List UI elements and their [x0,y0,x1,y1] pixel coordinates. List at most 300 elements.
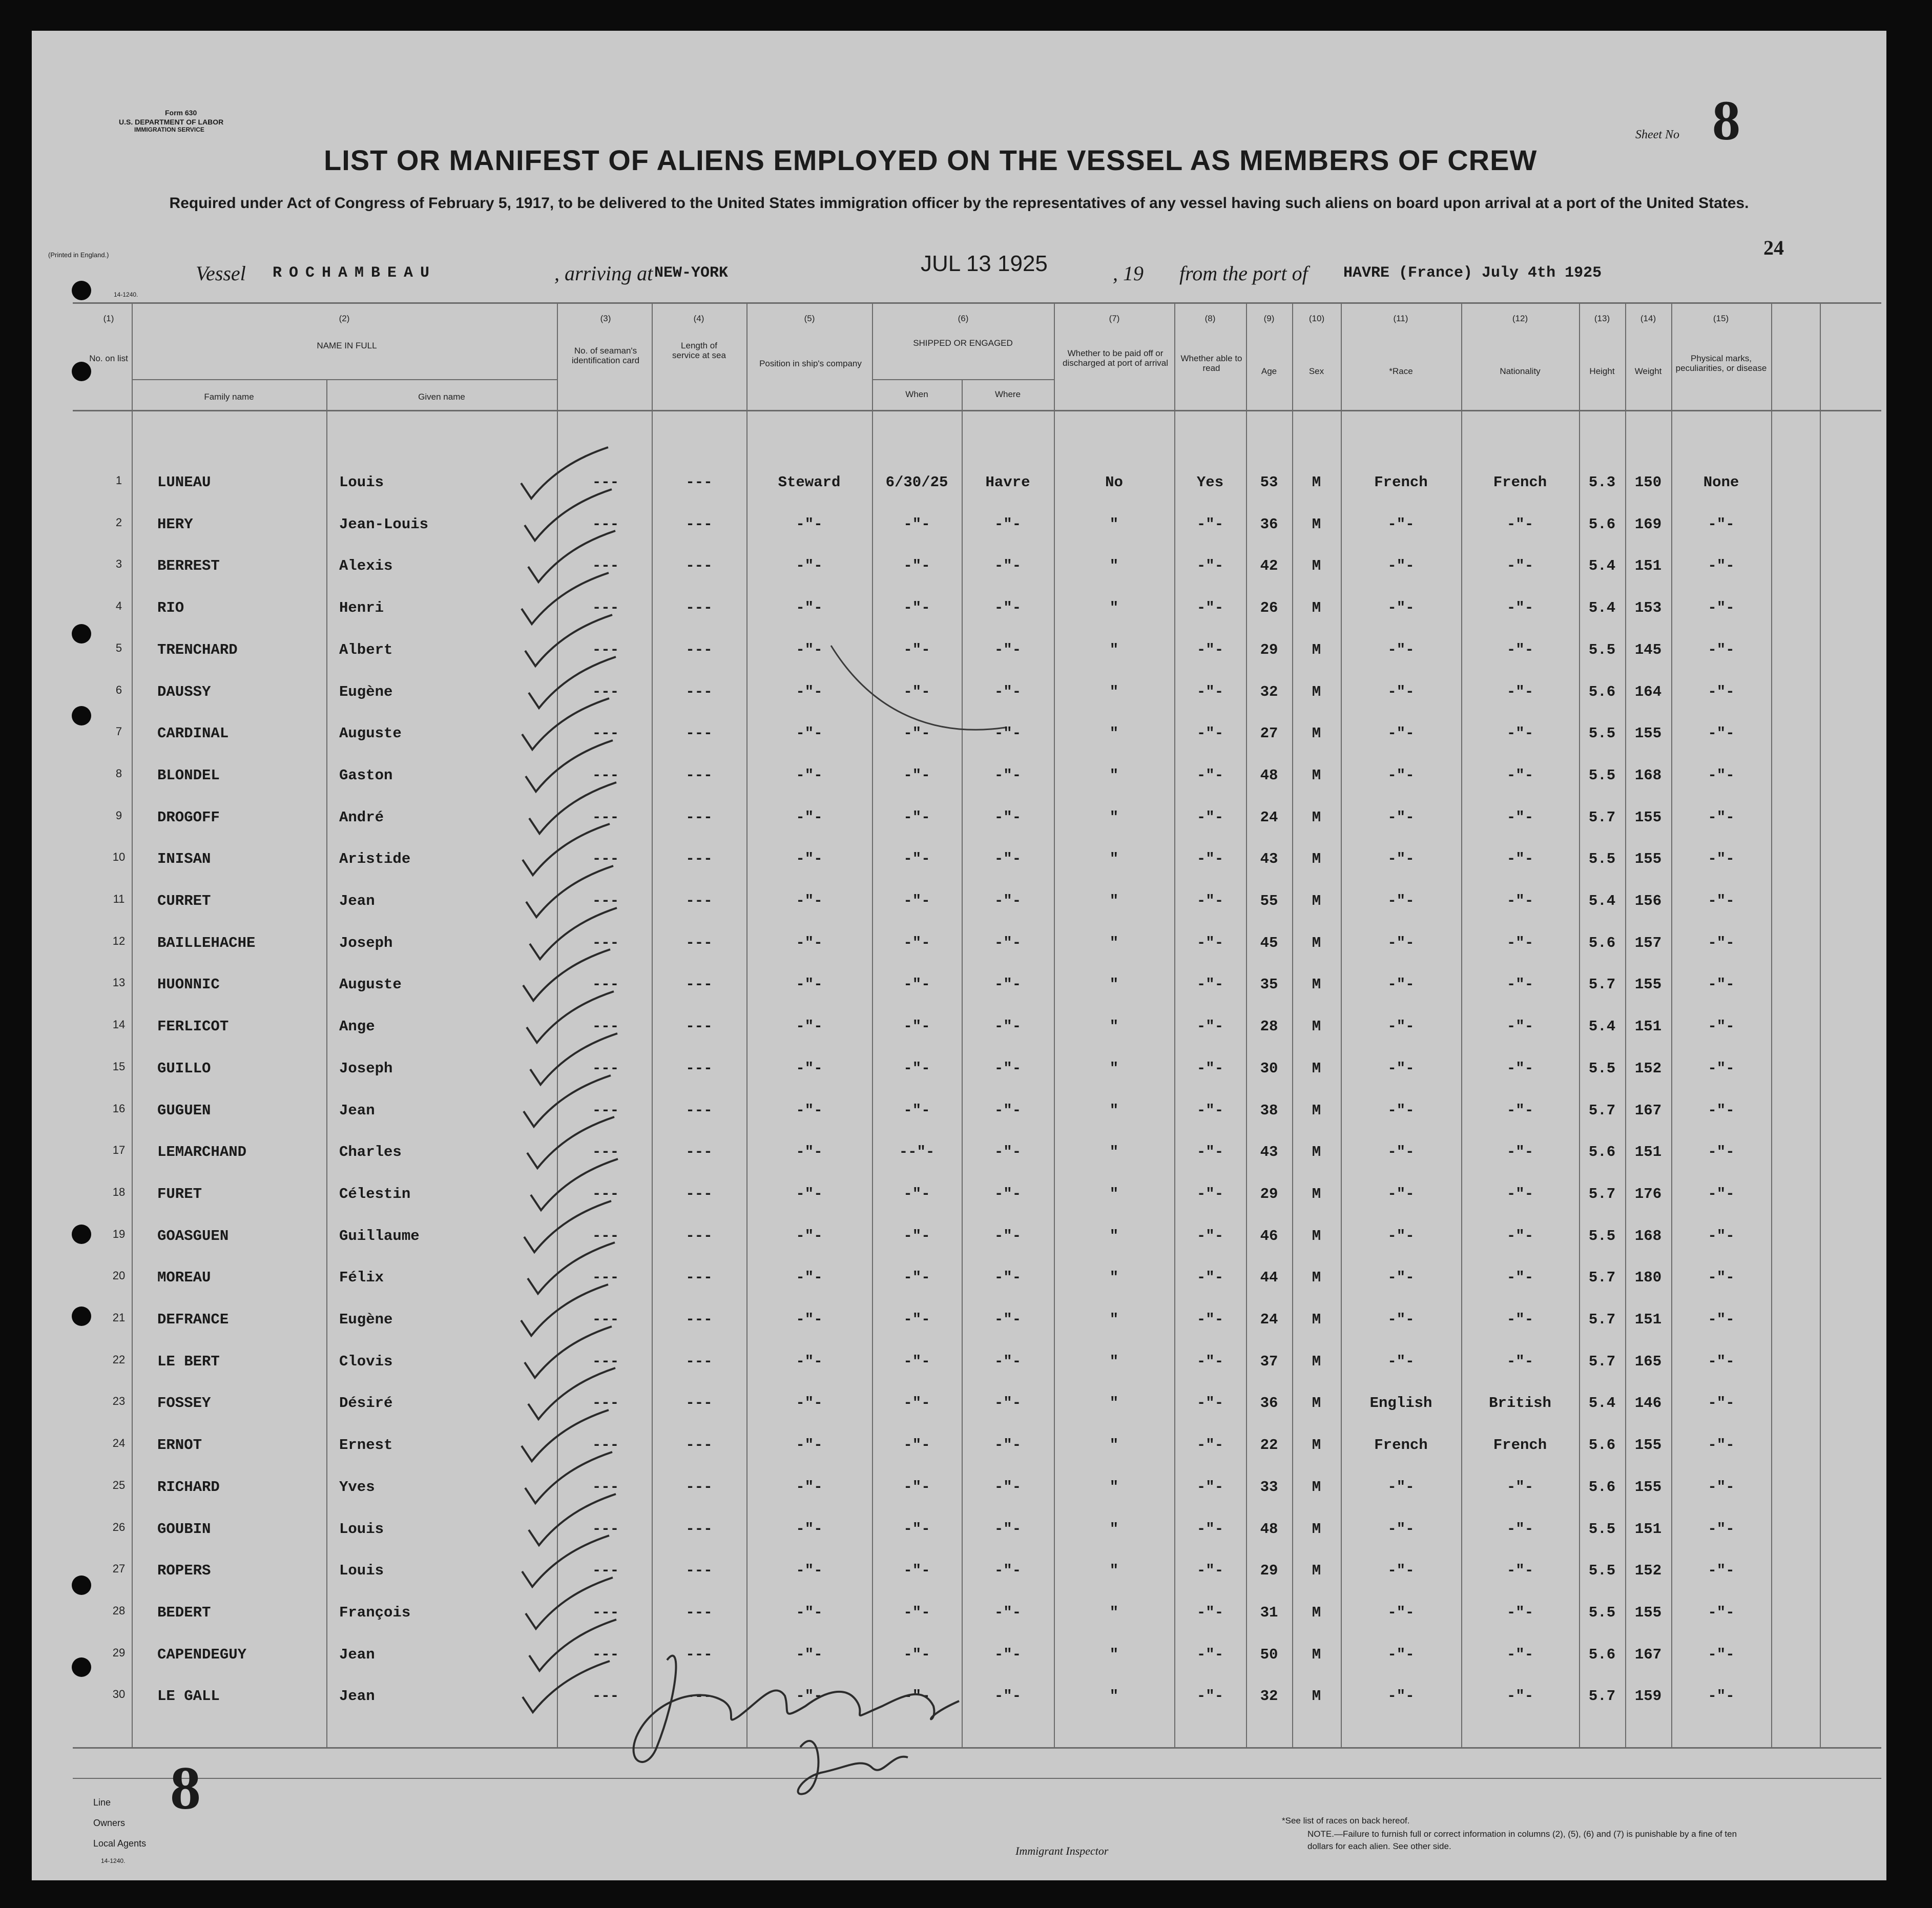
paid-off: " [1109,1144,1119,1160]
family-name: BEDERT [157,1604,211,1621]
nationality: -"- [1506,1186,1534,1202]
row-number: 30 [112,1688,126,1700]
id-card: --- [592,725,619,742]
age: 36 [1260,1395,1278,1412]
length-of-service: --- [685,683,713,700]
paid-off: " [1109,1688,1119,1705]
check-mark [521,1284,608,1336]
check-mark [523,1661,610,1712]
id-card: --- [592,1018,619,1035]
length-of-service: --- [685,1437,713,1454]
age: 27 [1260,725,1278,742]
from-port-label: from the port of [1179,262,1308,285]
sex: M [1312,1353,1321,1370]
race: -"- [1387,1646,1415,1663]
age: 26 [1260,599,1278,616]
header-height: Height [1589,366,1615,376]
race: -"- [1387,516,1415,533]
shipped-when: -"- [903,725,930,742]
age: 53 [1260,474,1278,491]
header-id-card: No. of seaman's identification card [571,346,640,365]
physical-marks: -"- [1708,599,1735,616]
weight: 159 [1634,1688,1662,1705]
race: -"- [1387,599,1415,616]
shipped-where: -"- [994,725,1022,742]
given-name: Ange [339,1018,375,1035]
weight: 153 [1634,599,1662,616]
sex: M [1312,935,1321,951]
id-card: --- [592,935,619,951]
able-to-read: -"- [1196,599,1224,616]
able-to-read: -"- [1196,1395,1224,1412]
col-number: (13) [1594,314,1610,323]
physical-marks: -"- [1708,1269,1735,1286]
given-name: Louis [339,1521,384,1538]
age: 33 [1260,1479,1278,1496]
physical-marks: -"- [1708,767,1735,784]
height: 5.6 [1588,1646,1616,1663]
id-card: --- [592,1479,619,1496]
shipped-when: -"- [903,1060,930,1077]
shipped-when: -"- [903,1479,930,1496]
age: 36 [1260,516,1278,533]
family-name: HUONNIC [157,976,220,993]
row-number: 12 [112,935,126,947]
shipped-when: -"- [903,767,930,784]
inspector-label: Immigrant Inspector [1015,1844,1109,1857]
able-to-read: -"- [1196,809,1224,826]
given-name: Jean [339,1688,375,1705]
length-of-service: --- [685,1395,713,1412]
id-card: --- [592,1437,619,1454]
race: -"- [1387,851,1415,867]
col-number: (5) [804,314,815,323]
length-of-service: --- [685,935,713,951]
paid-off: " [1109,516,1119,533]
race: -"- [1387,1186,1415,1202]
able-to-read: -"- [1196,1144,1224,1160]
length-of-service: --- [685,1562,713,1579]
able-to-read: -"- [1196,935,1224,951]
nationality: -"- [1506,1060,1534,1077]
race: -"- [1387,1604,1415,1621]
physical-marks: -"- [1708,557,1735,574]
weight: 168 [1634,767,1662,784]
sex: M [1312,767,1321,784]
header-physical: Physical marks, peculiarities, or disease [1675,354,1767,373]
shipped-where: -"- [994,1102,1022,1119]
length-of-service: --- [685,767,713,784]
shipped-when: -"- [903,516,930,533]
department-name: U.S. DEPARTMENT OF LABOR [119,118,224,126]
weight: 146 [1634,1395,1662,1412]
physical-marks: -"- [1708,893,1735,909]
age: 32 [1260,683,1278,700]
race: English [1369,1395,1432,1412]
shipped-where: -"- [994,1186,1022,1202]
weight: 152 [1634,1562,1662,1579]
family-name: LE BERT [157,1353,220,1370]
header-paid-off: Whether to be paid off or discharged at port of arrival [1063,348,1168,368]
id-card: --- [592,641,619,658]
family-name: MOREAU [157,1269,211,1286]
given-name: Auguste [339,976,402,993]
id-card: --- [592,1604,619,1621]
year-prefix: , 19 [1113,262,1144,285]
shipped-when: -"- [903,1395,930,1412]
position: -"- [796,1102,823,1119]
nationality: -"- [1506,1018,1534,1035]
sex: M [1312,1521,1321,1538]
weight: 155 [1634,809,1662,826]
length-of-service: --- [685,641,713,658]
check-mark [525,1452,612,1503]
weight: 155 [1634,851,1662,867]
family-name: FOSSEY [157,1395,211,1412]
given-name: Aristide [339,851,411,867]
position: -"- [796,516,823,533]
header-family-name: Family name [204,392,254,402]
document-title: LIST OR MANIFEST OF ALIENS EMPLOYED ON THE VESSEL AS MEMBERS OF CREW [324,144,1538,176]
page-number: 24 [1763,236,1784,259]
family-name: BLONDEL [157,767,220,784]
shipped-when: -"- [903,1353,930,1370]
able-to-read: -"- [1196,851,1224,867]
paid-off: " [1109,599,1119,616]
position: -"- [796,599,823,616]
height: 5.6 [1588,935,1616,951]
physical-marks: -"- [1708,1353,1735,1370]
paid-off: " [1109,1562,1119,1579]
paid-off: " [1109,1437,1119,1454]
able-to-read: Yes [1196,474,1224,491]
race: -"- [1387,683,1415,700]
given-name: Joseph [339,935,393,951]
position: -"- [796,683,823,700]
race: -"- [1387,1144,1415,1160]
physical-marks: -"- [1708,1102,1735,1119]
paid-off: " [1109,1269,1119,1286]
position: -"- [796,1144,823,1160]
height: 5.7 [1588,809,1616,826]
able-to-read: -"- [1196,683,1224,700]
able-to-read: -"- [1196,1311,1224,1328]
paid-off: " [1109,1604,1119,1621]
able-to-read: -"- [1196,1688,1224,1705]
shipped-when: -"- [903,1311,930,1328]
age: 28 [1260,1018,1278,1035]
height: 5.7 [1588,1353,1616,1370]
length-of-service: --- [685,599,713,616]
row-number: 17 [112,1144,126,1156]
position: -"- [796,893,823,909]
shipped-where: -"- [994,1479,1022,1496]
shipped-when: -"- [903,1562,930,1579]
age: 31 [1260,1604,1278,1621]
sex: M [1312,474,1321,491]
id-card: --- [592,1269,619,1286]
check-mark [526,866,613,917]
able-to-read: -"- [1196,1646,1224,1663]
shipped-when: -"- [903,976,930,993]
race: -"- [1387,1311,1415,1328]
nationality: French [1493,474,1547,491]
shipped-where: -"- [994,557,1022,574]
physical-marks: -"- [1708,976,1735,993]
shipped-where: -"- [994,516,1022,533]
length-of-service: --- [685,1646,713,1663]
physical-marks: -"- [1708,1144,1735,1160]
family-name: RICHARD [157,1479,220,1496]
position: -"- [796,557,823,574]
paid-off: " [1109,1395,1119,1412]
weight: 151 [1634,1521,1662,1538]
row-number: 26 [112,1521,126,1533]
race: French [1374,1437,1428,1454]
col-number: (15) [1713,314,1729,323]
weight: 156 [1634,893,1662,909]
age: 22 [1260,1437,1278,1454]
vessel-name: ROCHAMBEAU [273,264,437,282]
nationality: -"- [1506,683,1534,700]
nationality: British [1489,1395,1551,1412]
sex: M [1312,1395,1321,1412]
row-number: 6 [115,683,122,696]
length-of-service: --- [685,1353,713,1370]
id-card: --- [592,1562,619,1579]
check-mark [523,824,610,875]
check-mark [525,615,612,666]
footer-sheet-number: 8 [170,1754,201,1822]
id-card: --- [592,474,619,491]
length-of-service: --- [685,809,713,826]
physical-marks: -"- [1708,1562,1735,1579]
family-name: GUGUEN [157,1102,211,1119]
paid-off: " [1109,935,1119,951]
race: -"- [1387,976,1415,993]
weight: 169 [1634,516,1662,533]
paid-off: " [1109,1102,1119,1119]
weight: 150 [1634,474,1662,491]
sex: M [1312,516,1321,533]
nationality: -"- [1506,1562,1534,1579]
weight: 165 [1634,1353,1662,1370]
physical-marks: -"- [1708,725,1735,742]
check-mark [526,740,613,792]
length-of-service: --- [685,1269,713,1286]
header-when: When [905,389,928,399]
physical-marks: -"- [1708,683,1735,700]
row-number: 2 [115,516,122,529]
shipped-when: -"- [903,935,930,951]
physical-marks: -"- [1708,1479,1735,1496]
check-mark [527,1117,614,1168]
weight: 151 [1634,1311,1662,1328]
failure-note: NOTE.—Failure to furnish full or correct information in columns (2), (5), (6) and (7) is punishable by a fine of ten dollars for each alien. See other side. [1307,1829,1737,1851]
sex: M [1312,1269,1321,1286]
weight: 180 [1634,1269,1662,1286]
sex: M [1312,1311,1321,1328]
physical-marks: -"- [1708,1186,1735,1202]
header-name-in-full: NAME IN FULL [317,341,377,350]
row-number: 10 [112,851,126,863]
nationality: -"- [1506,725,1534,742]
sex: M [1312,851,1321,867]
weight: 168 [1634,1228,1662,1245]
age: 48 [1260,767,1278,784]
length-of-service: --- [685,893,713,909]
sex: M [1312,1688,1321,1705]
header-where: Where [994,389,1021,399]
check-mark [522,573,609,624]
inspector-signature [606,1629,995,1814]
col-number: (10) [1308,314,1325,323]
nationality: -"- [1506,599,1534,616]
document-subtitle: Required under Act of Congress of February 5, 1917, to be delivered to the United States immigration officer by the representatives of any vessel having such aliens on board upon arrival at a port of the United States. [169,195,1749,212]
family-name: GOASGUEN [157,1228,229,1245]
physical-marks: None [1703,474,1739,491]
nationality: -"- [1506,893,1534,909]
sex: M [1312,893,1321,909]
check-mark [523,949,610,1001]
shipped-where: -"- [994,1353,1022,1370]
race: -"- [1387,725,1415,742]
physical-marks: -"- [1708,1521,1735,1538]
length-of-service: --- [685,1311,713,1328]
check-marks [32,31,1886,1880]
physical-marks: -"- [1708,641,1735,658]
race: -"- [1387,809,1415,826]
given-name: Albert [339,641,393,658]
col-number: (4) [693,314,704,323]
footer-form-code: 14-1240. [101,1857,126,1864]
race: -"- [1387,1688,1415,1705]
able-to-read: -"- [1196,1269,1224,1286]
sex: M [1312,683,1321,700]
row-number: 5 [115,641,122,654]
manifest-sheet [32,31,1886,1880]
form-code: 14-1240. [114,291,138,298]
age: 29 [1260,641,1278,658]
weight: 167 [1634,1646,1662,1663]
physical-marks: -"- [1708,1060,1735,1077]
check-mark [522,698,609,750]
race: -"- [1387,1228,1415,1245]
header-weight: Weight [1634,366,1662,376]
shipped-where: -"- [994,1688,1022,1705]
age: 43 [1260,1144,1278,1160]
row-number: 15 [112,1060,126,1073]
shipped-where: -"- [994,935,1022,951]
sex: M [1312,1228,1321,1245]
given-name: Louis [339,1562,384,1579]
sheet-label: Sheet No [1635,128,1679,141]
row-number: 25 [112,1479,126,1491]
position: -"- [796,1353,823,1370]
family-name: LE GALL [157,1688,220,1705]
id-card: --- [592,893,619,909]
col-number: (7) [1109,314,1120,323]
id-card: --- [592,599,619,616]
sex: M [1312,1060,1321,1077]
height: 5.5 [1588,641,1616,658]
shipped-when: -"- [903,809,930,826]
weight: 155 [1634,976,1662,993]
weight: 151 [1634,1018,1662,1035]
shipped-when: -"- [903,1269,930,1286]
able-to-read: -"- [1196,1353,1224,1370]
paid-off: " [1109,1018,1119,1035]
shipped-where: -"- [994,893,1022,909]
shipped-where: -"- [994,1521,1022,1538]
family-name: BERREST [157,557,220,574]
shipped-where: -"- [994,976,1022,993]
position: -"- [796,767,823,784]
position: -"- [796,1018,823,1035]
shipped-where: -"- [994,1437,1022,1454]
height: 5.7 [1588,1186,1616,1202]
family-name: LUNEAU [157,474,211,491]
shipped-where: -"- [994,1646,1022,1663]
header-age: Age [1261,366,1277,376]
physical-marks: -"- [1708,1395,1735,1412]
height: 5.4 [1588,1395,1616,1412]
col-number: (6) [958,314,969,323]
physical-marks: -"- [1708,516,1735,533]
paid-off: " [1109,1353,1119,1370]
check-mark [525,1326,612,1378]
shipped-when: -"- [903,1437,930,1454]
row-number: 1 [115,474,122,487]
col-number: (11) [1393,314,1408,323]
given-name: Jean [339,893,375,909]
physical-marks: -"- [1708,1018,1735,1035]
race: -"- [1387,1353,1415,1370]
check-mark [522,1410,609,1461]
family-name: LEMARCHAND [157,1144,247,1160]
race: -"- [1387,641,1415,658]
paid-off: " [1109,809,1119,826]
able-to-read: -"- [1196,1060,1224,1077]
header-sex: Sex [1308,366,1324,376]
shipped-where: -"- [994,1144,1022,1160]
shipped-when: -"- [903,1688,930,1705]
length-of-service: --- [685,1060,713,1077]
height: 5.5 [1588,725,1616,742]
race: -"- [1387,1018,1415,1035]
shipped-where: -"- [994,641,1022,658]
sex: M [1312,599,1321,616]
paid-off: " [1109,1521,1119,1538]
shipped-where: -"- [994,599,1022,616]
height: 5.5 [1588,1562,1616,1579]
nationality: -"- [1506,1521,1534,1538]
weight: 155 [1634,725,1662,742]
row-number: 22 [112,1353,126,1366]
shipped-when: 6/30/25 [885,474,948,491]
nationality: -"- [1506,935,1534,951]
nationality: -"- [1506,1479,1534,1496]
age: 45 [1260,935,1278,951]
arriving-label: , arriving at [554,262,653,285]
header-nationality: Nationality [1500,366,1541,376]
height: 5.7 [1588,1688,1616,1705]
race: -"- [1387,935,1415,951]
position: -"- [796,1562,823,1579]
length-of-service: --- [685,1144,713,1160]
shipped-when: -"- [903,1646,930,1663]
id-card: --- [592,1311,619,1328]
